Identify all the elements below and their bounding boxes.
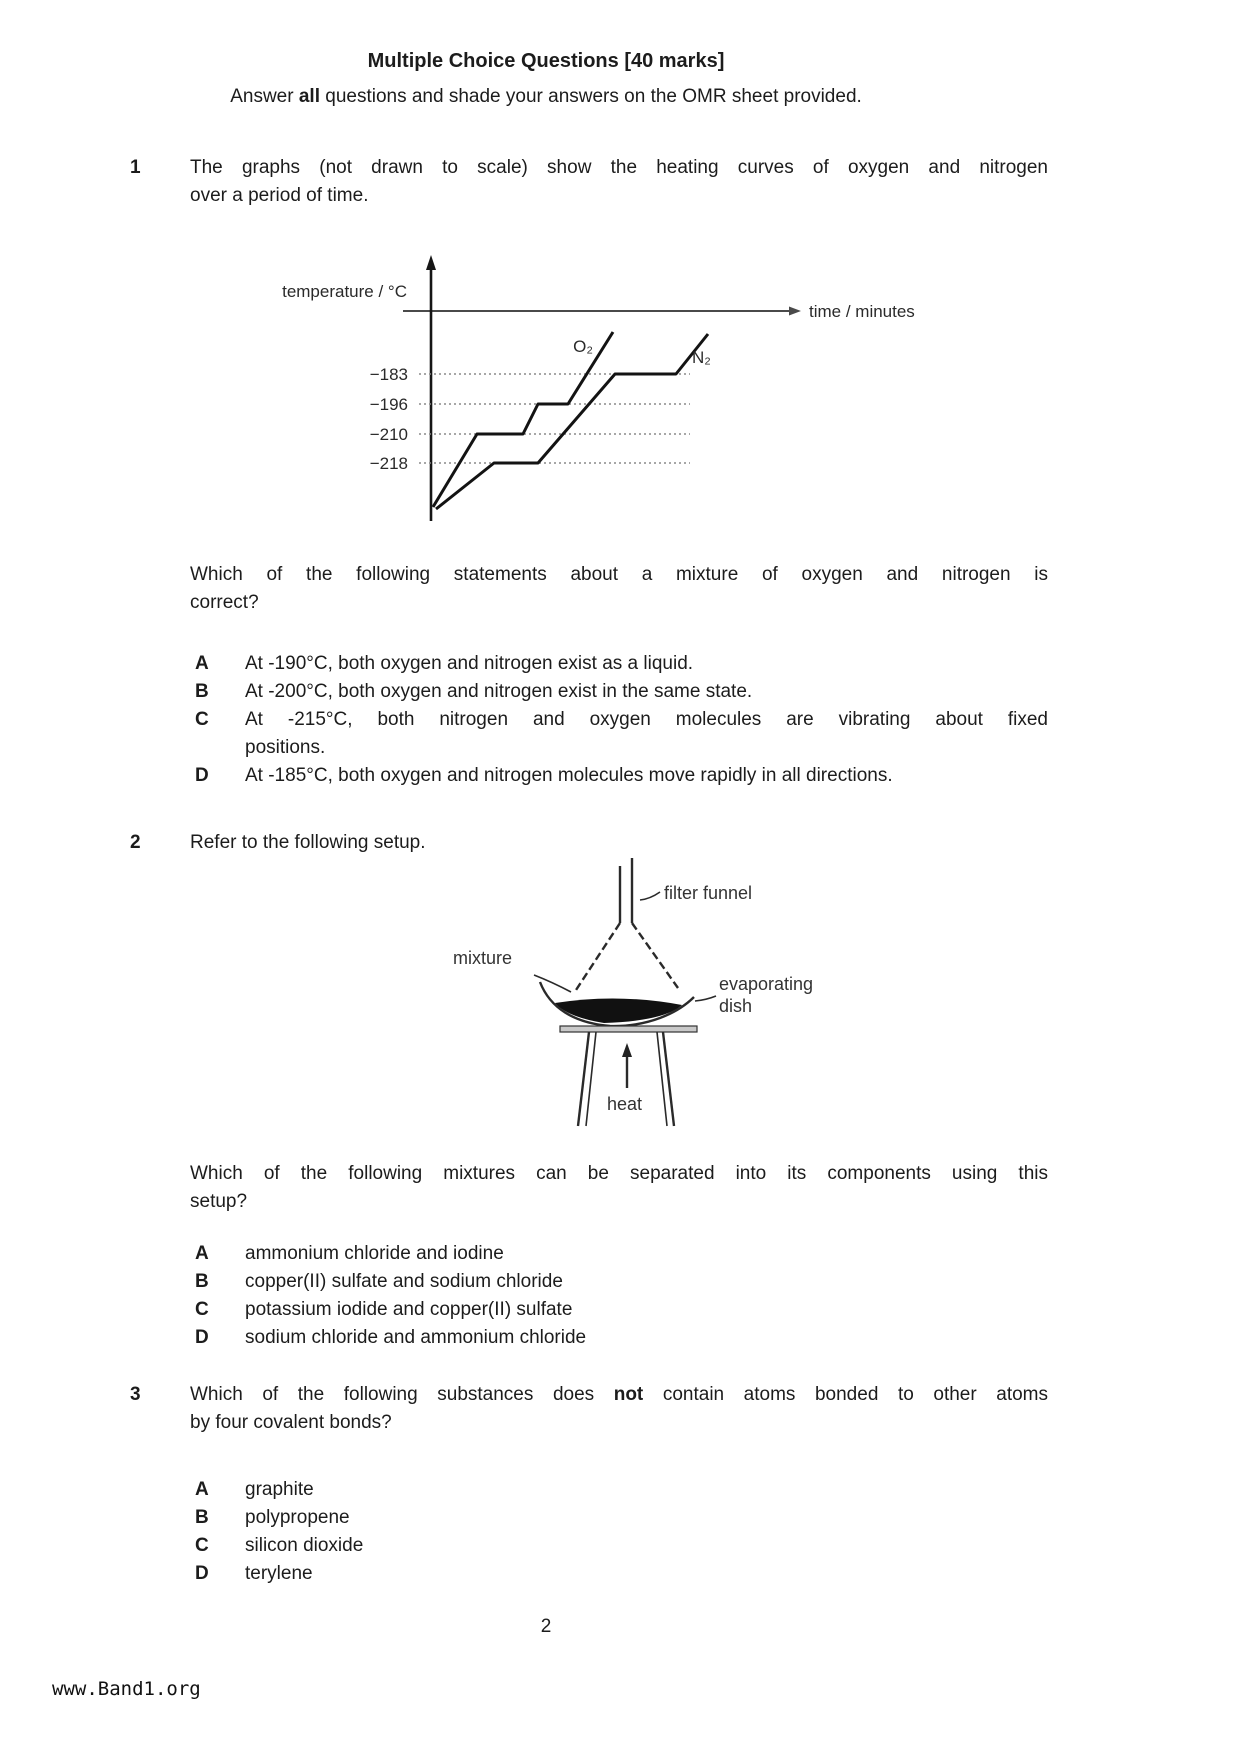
stem-bold: not	[613, 1384, 644, 1405]
q3-options	[195, 1476, 1048, 1588]
q2-prompt	[190, 1160, 1048, 1216]
option-row	[195, 1324, 1048, 1352]
tick-label: −218	[369, 454, 408, 473]
page-title: Multiple Choice Questions [40 marks]	[367, 50, 725, 72]
x-axis-label: time / minutes	[809, 302, 915, 321]
heat-label: heat	[607, 1094, 643, 1114]
option-letter: A	[195, 1243, 209, 1264]
option-letter: C	[195, 1535, 209, 1556]
option-row	[195, 678, 1048, 706]
question-stem-line: Refer to the following setup.	[190, 832, 426, 853]
question-number: 1	[130, 157, 141, 178]
y-axis-arrow-icon	[426, 255, 436, 270]
question-stem-line: The graphs (not drawn to scale) show the heating curves of oxygen and nitrogen	[190, 157, 1048, 178]
tick-label: −210	[369, 425, 408, 444]
heat-arrow-head-icon	[622, 1043, 632, 1057]
q2-options	[195, 1240, 1048, 1352]
option-text: At -185°C, both oxygen and nitrogen molecules move rapidly in all directions.	[245, 765, 893, 786]
x-axis-arrow-icon	[789, 307, 801, 316]
option-text: At -190°C, both oxygen and nitrogen exist as a liquid.	[245, 653, 694, 674]
option-text: ammonium chloride and iodine	[245, 1243, 504, 1264]
option-letter: D	[195, 765, 209, 786]
question-stem-line: over a period of time.	[190, 185, 369, 206]
instructions	[0, 86, 1092, 108]
evaporating-dish-label: evaporating	[719, 974, 814, 994]
tripod-top	[560, 1026, 697, 1032]
heating-curves-graph	[220, 240, 950, 525]
question-2	[130, 829, 1048, 857]
option-row	[195, 1532, 1048, 1560]
o2-curve-label: O₂	[573, 337, 593, 356]
option-letter: A	[195, 653, 209, 674]
option-text: copper(II) sulfate and sodium chloride	[245, 1271, 563, 1292]
q1-prompt	[190, 561, 1048, 617]
mixture-label: mixture	[453, 948, 513, 968]
option-text: At -215°C, both nitrogen and oxygen molecules are vibrating about fixed	[245, 709, 1048, 730]
instructions-bold: all	[298, 86, 320, 107]
option-row	[195, 1240, 1048, 1268]
option-text: polypropene	[245, 1507, 350, 1528]
option-letter: B	[195, 681, 209, 702]
stem-prefix: Which of the following substances does	[190, 1384, 614, 1405]
option-letter: C	[195, 709, 209, 730]
option-letter: D	[195, 1327, 209, 1348]
prompt-line: correct?	[190, 592, 259, 613]
question-number: 2	[130, 832, 141, 853]
option-letter: B	[195, 1507, 209, 1528]
prompt-line: Which of the following mixtures can be separated into its components using this	[190, 1163, 1048, 1184]
option-row	[195, 762, 1048, 790]
question-1	[130, 154, 1048, 210]
filter-funnel-label: filter funnel	[664, 883, 753, 903]
prompt-line: Which of the following statements about a mixture of oxygen and nitrogen is	[190, 564, 1048, 585]
option-letter: D	[195, 1563, 209, 1584]
page-number: 2	[540, 1616, 552, 1637]
option-row	[195, 1296, 1048, 1324]
instructions-suffix: questions and shade your answers on the OMR sheet provided.	[319, 86, 862, 107]
funnel-cone	[632, 923, 678, 988]
option-letter: A	[195, 1479, 209, 1500]
label-pointer	[640, 892, 660, 900]
n2-curve-label: N₂	[692, 348, 711, 367]
option-text: positions.	[245, 737, 326, 758]
option-text: graphite	[245, 1479, 314, 1500]
option-row	[195, 1268, 1048, 1296]
o2-curve	[433, 332, 613, 507]
question-stem-line	[190, 1381, 1048, 1409]
y-axis-label: temperature / °C	[282, 282, 407, 301]
question-stem-line: by four covalent bonds?	[190, 1412, 392, 1433]
question-3	[130, 1381, 1048, 1437]
evaporating-dish-label: dish	[719, 996, 753, 1016]
option-letter: C	[195, 1299, 209, 1320]
option-row	[195, 1476, 1048, 1504]
question-number: 3	[130, 1384, 141, 1405]
option-row	[195, 650, 1048, 678]
option-text: potassium iodide and copper(II) sulfate	[245, 1299, 573, 1320]
mixture-contents	[555, 998, 682, 1023]
prompt-line: setup?	[190, 1191, 248, 1212]
tick-label: −196	[369, 395, 408, 414]
funnel-cone	[576, 923, 620, 990]
footer-url: www.Band1.org	[52, 1678, 201, 1700]
q1-options	[195, 650, 1048, 790]
option-text: silicon dioxide	[245, 1535, 364, 1556]
option-row	[195, 706, 1048, 762]
option-text: sodium chloride and ammonium chloride	[245, 1327, 587, 1348]
instructions-prefix: Answer	[230, 86, 299, 107]
option-text: At -200°C, both oxygen and nitrogen exist in the same state.	[245, 681, 753, 702]
option-row	[195, 1504, 1048, 1532]
n2-curve	[436, 334, 708, 509]
stem-suffix: contain atoms bonded to other atoms	[643, 1384, 1048, 1405]
option-letter: B	[195, 1271, 209, 1292]
tick-label: −183	[369, 365, 408, 384]
option-text: terylene	[245, 1563, 313, 1584]
tripod-leg	[663, 1032, 674, 1126]
option-row	[195, 1560, 1048, 1588]
separation-setup-diagram	[440, 855, 860, 1135]
label-pointer	[695, 996, 716, 1001]
